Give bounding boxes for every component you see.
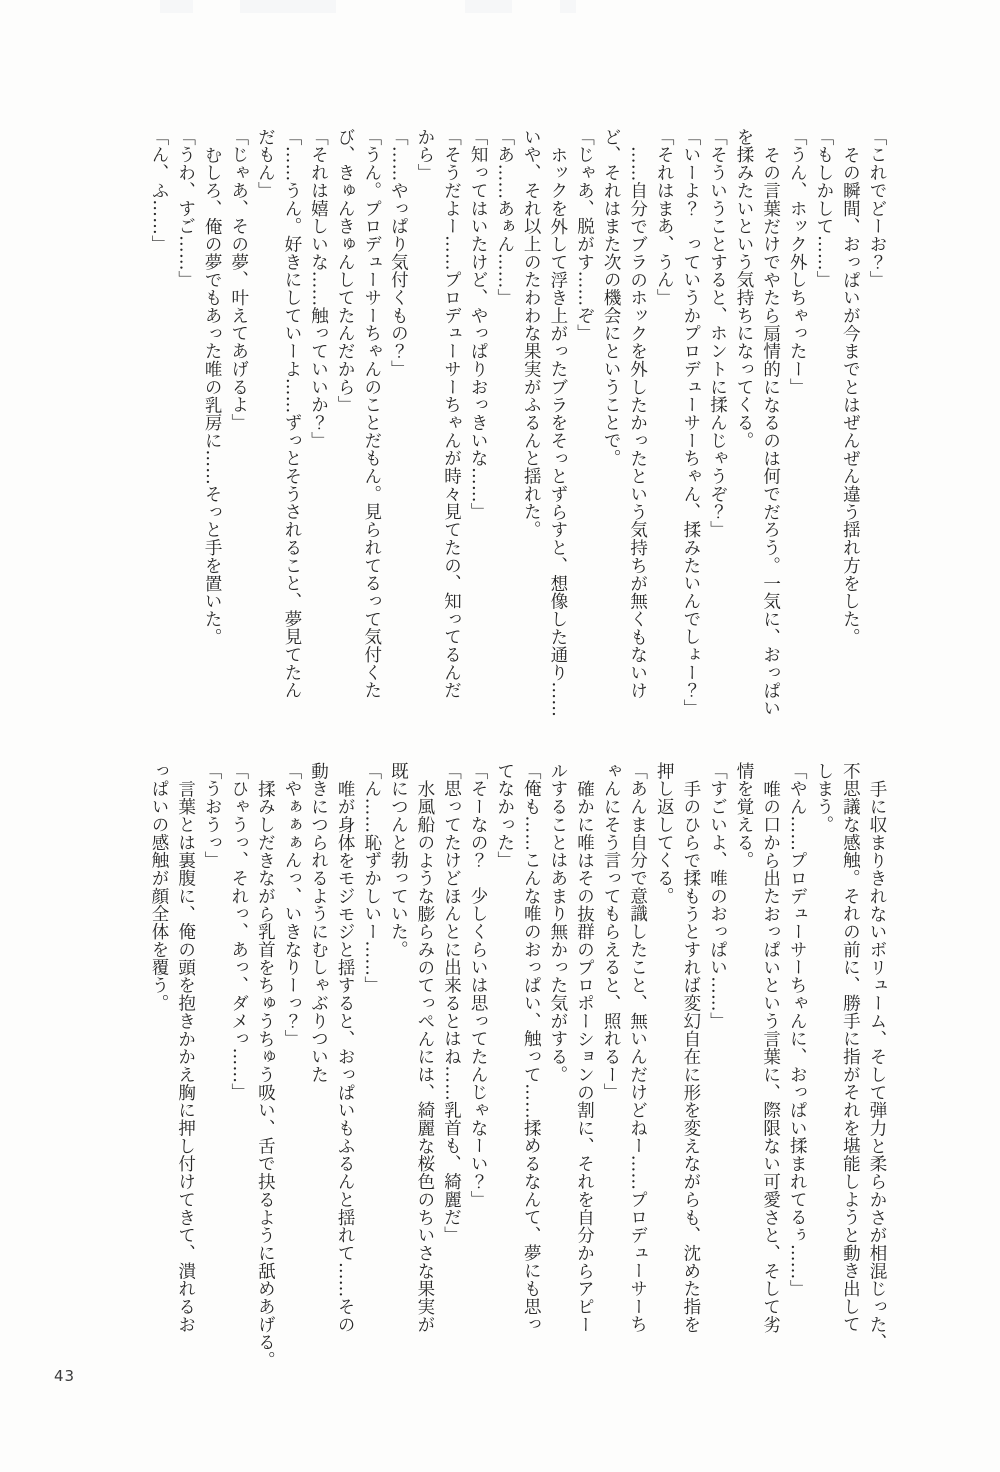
page-number: 43 xyxy=(54,1367,76,1385)
text-line: いや、それ以上のたわわな果実がふるんと揺れた。 xyxy=(521,128,542,539)
text-line: 手のひらで揉もうとすれば変幻自在に形を変えながらも、沈めた指を xyxy=(680,780,701,1334)
text-line: ……自分でブラのホックを外したかったという気持ちが無くもないけ xyxy=(627,146,648,700)
text-line: その言葉だけでやたら扇情的になるのは何でだろう。一気に、おっぱい xyxy=(760,146,781,718)
text-line: むしろ、俺の夢でもあった唯の乳房に……そっと手を置いた。 xyxy=(202,146,223,646)
text-line: 「うわ、すご……」 xyxy=(175,128,196,289)
text-line: だもん」 xyxy=(255,128,276,200)
text-line: 「うん、ホック外しちゃったー」 xyxy=(787,128,808,396)
text-line: 「そういうことすると、ホントに揉んじゃうぞ？」 xyxy=(707,128,728,539)
text-line: 「じゃあ、脱がす……ぞ」 xyxy=(574,128,595,343)
text-line: を揉みたいという気持ちになってくる。 xyxy=(734,128,755,450)
scan-artifact xyxy=(160,0,193,13)
text-line: ゃんにそう言ってもらえると、照れるー」 xyxy=(601,762,622,1102)
text-line: てなかった」 xyxy=(494,762,515,870)
text-line: 唯が身体をモジモジと揺すると、おっぱいもふるんと揺れて……その xyxy=(335,780,356,1334)
text-line: 「知ってはいたけど、やっぱりおっきいな……」 xyxy=(468,128,489,521)
text-line: 「やん……プロデューサーちゃんに、おっぱい揉まれてるぅ……」 xyxy=(787,762,808,1298)
text-line: 「それはまあ、うん」 xyxy=(654,128,675,307)
text-line: 唯の口から出たおっぱいという言葉に、際限ない可愛さと、そして劣 xyxy=(760,780,781,1334)
text-line: 揉みしだきながら乳首をちゅうちゅう吸い、舌で抉るように舐めあげる。 xyxy=(255,780,276,1370)
text-line: 「これでどーお？」 xyxy=(867,128,887,289)
text-line: 「ん……恥ずかしいー……」 xyxy=(361,762,382,995)
text-line: 「じゃあ、その夢、叶えてあげるよ」 xyxy=(228,128,249,432)
text-line: ホックを外して浮き上がったブラをそっとずらすと、想像した通り…… xyxy=(547,146,568,718)
text-line: 情を覚える。 xyxy=(734,762,755,870)
text-line: 「うん。プロデューサーちゃんのことだもん。見られてるって気付くた xyxy=(361,128,382,700)
text-line: ルすることはあまり無かった気がする。 xyxy=(547,762,568,1084)
text-line: 水風船のような膨らみのてっぺんには、綺麗な桜色のちいさな果実が xyxy=(414,780,435,1334)
text-line: 不思議な感触。それの前に、勝手に指がそれを堪能しようと動き出して xyxy=(840,762,861,1334)
text-line: ど、それはまた次の機会にということで。 xyxy=(601,128,622,468)
text-line: 既につんと勃っていた。 xyxy=(388,762,409,959)
text-line: しまう。 xyxy=(813,762,834,834)
text-line: 「そうだよー……プロデューサーちゃんが時々見てたの、知ってるんだ xyxy=(441,128,462,700)
text-line: 「いーよ？ っていうかプロデューサーちゃん、揉みたいんでしょー？」 xyxy=(680,128,701,718)
text-line: 「……うん。好きにしていーよ……ずっとそうされること、夢見てたん xyxy=(281,128,302,700)
text-line: 確かに唯はその抜群のプロポーションの割に、それを自分からアピー xyxy=(574,780,595,1334)
text-block-bottom xyxy=(145,762,890,1384)
text-line: 押し返してくる。 xyxy=(654,762,675,905)
text-line: 「……やっぱり気付くもの？」 xyxy=(388,128,409,378)
text-line: 「思ってたけどほんとに出来るとはね……乳首も、綺麗だ」 xyxy=(441,762,462,1244)
text-line: 「うおうっ」 xyxy=(202,762,223,870)
text-line: っぱいの感触が顔全体を覆う。 xyxy=(148,762,169,1012)
text-line: 言葉とは裏腹に、俺の頭を抱きかかえ胸に押し付けてきて、潰れるお xyxy=(175,780,196,1334)
text-line: 「ひゃうっ、それっ、あっ、ダメっ……」 xyxy=(228,762,249,1102)
text-line: 「あんま自分で意識したこと、無いんだけどねー……プロデューサーち xyxy=(627,762,648,1334)
text-line: 動きにつられるようにむしゃぶりついた xyxy=(308,762,329,1084)
text-line: 「やぁぁぁんっ、いきなりーっ？」 xyxy=(281,762,302,1048)
text-line: び、きゅんきゅんしてたんだから」 xyxy=(335,128,356,414)
text-line: 「あ……あぁん……」 xyxy=(494,128,515,307)
text-line: 「ん、ふ……」 xyxy=(148,128,169,253)
text-line: 「すごいよ、唯のおっぱい……」 xyxy=(707,762,728,1030)
text-line: 「俺も……こんな唯のおっぱい、触って……揉めるなんて、夢にも思っ xyxy=(521,762,542,1334)
text-line: 「もしかして……」 xyxy=(813,128,834,289)
scan-artifact xyxy=(465,0,512,13)
text-line: 「そーなの？ 少しくらいは思ってたんじゃなーい？」 xyxy=(468,762,489,1209)
text-block-top xyxy=(145,128,890,732)
scan-artifact xyxy=(240,0,336,13)
text-line: から」 xyxy=(414,128,435,182)
text-line: その瞬間、おっぱいが今までとはぜんぜん違う揺れ方をした。 xyxy=(840,146,861,646)
scan-artifact xyxy=(560,0,576,13)
text-line: 手に収まりきれないボリューム、そして弾力と柔らかさが相混じった、 xyxy=(867,780,887,1352)
text-line: 「それは嬉しいな……触っていいか？」 xyxy=(308,128,329,450)
